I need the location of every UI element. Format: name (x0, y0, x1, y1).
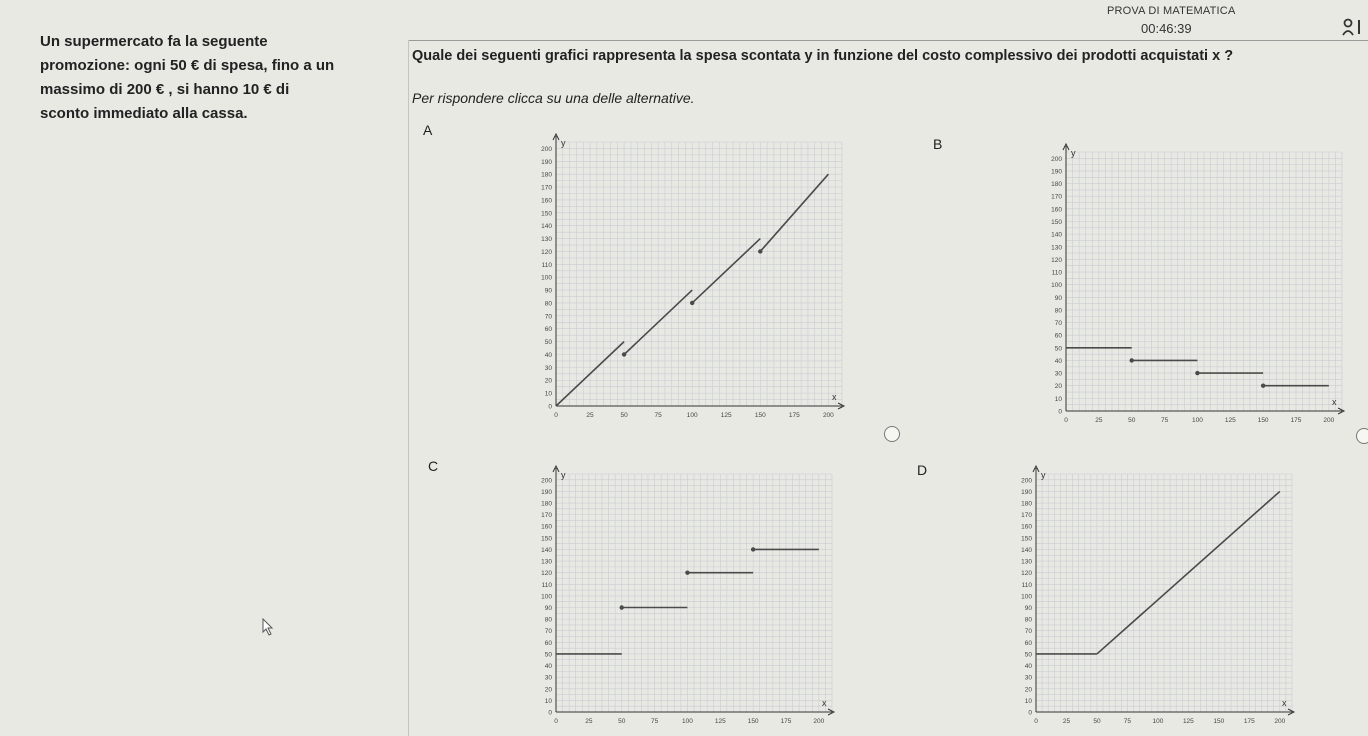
graph-point (1130, 358, 1134, 362)
y-tick-label: 40 (544, 351, 552, 359)
y-tick-label: 90 (1054, 294, 1062, 302)
x-tick-label: 50 (1128, 417, 1136, 424)
header-divider (408, 40, 1368, 41)
y-tick-label: 10 (1024, 697, 1032, 705)
x-tick-label: 150 (754, 412, 766, 419)
x-tick-label: 100 (1191, 417, 1203, 424)
y-tick-label: 70 (1024, 628, 1032, 636)
y-tick-label: 70 (1054, 320, 1062, 328)
x-tick-label: 25 (1095, 417, 1103, 424)
y-tick-label: 40 (1054, 357, 1062, 365)
y-tick-label: 160 (1021, 523, 1032, 531)
graph-point (751, 547, 755, 551)
option-b-label: B (933, 136, 943, 152)
y-tick-label: 60 (1024, 639, 1032, 647)
y-tick-label: 40 (1024, 663, 1032, 671)
y-tick-label: 180 (541, 500, 552, 508)
x-tick-label: 200 (1274, 718, 1286, 725)
option-c-label: C (428, 458, 439, 474)
y-tick-label: 120 (541, 248, 552, 256)
x-tick-label: 75 (650, 718, 659, 725)
y-tick-label: 180 (541, 171, 552, 179)
y-tick-label: 120 (1021, 570, 1032, 578)
y-tick-label: 150 (541, 535, 552, 543)
y-tick-label: 80 (544, 300, 552, 308)
y-tick-label: 170 (1051, 193, 1062, 201)
y-tick-label: 20 (544, 686, 552, 694)
problem-line: promozione: ogni 50 € di spesa, fino a un (40, 57, 335, 74)
y-tick-label: 70 (544, 628, 552, 636)
y-tick-label: 170 (541, 184, 552, 192)
x-tick-label: 175 (780, 718, 792, 725)
y-tick-label: 120 (541, 570, 552, 578)
y-tick-label: 130 (541, 558, 552, 566)
graph-option-c[interactable] (520, 462, 840, 736)
x-tick-label: 150 (1257, 417, 1269, 424)
user-icon[interactable] (1342, 18, 1362, 36)
problem-line: Un supermercato fa la seguente (40, 33, 268, 50)
y-tick-label: 130 (1021, 558, 1032, 566)
x-tick-label: 50 (620, 412, 628, 419)
x-tick-label: 150 (1213, 718, 1225, 725)
y-tick-label: 130 (541, 236, 552, 244)
x-tick-label: 100 (686, 412, 698, 419)
y-tick-label: 100 (541, 593, 552, 601)
x-tick-label: 200 (1323, 417, 1335, 424)
x-tick-label: 125 (1182, 718, 1194, 725)
option-b-radio[interactable] (1356, 428, 1368, 444)
graph-point (1261, 384, 1265, 388)
y-tick-label: 0 (1028, 709, 1032, 717)
y-tick-label: 20 (1024, 686, 1032, 694)
y-tick-label: 180 (1051, 181, 1062, 189)
x-axis-label: x (822, 698, 827, 708)
y-tick-label: 120 (1051, 256, 1062, 264)
y-tick-label: 30 (1054, 370, 1062, 378)
y-tick-label: 190 (1051, 168, 1062, 176)
x-tick-label: 100 (1152, 718, 1164, 725)
x-tick-label: 200 (813, 718, 825, 725)
x-tick-label: 25 (586, 412, 594, 419)
option-a-radio[interactable] (884, 426, 900, 442)
x-tick-label: 75 (654, 412, 662, 419)
y-tick-label: 200 (541, 145, 552, 153)
y-tick-label: 190 (1021, 488, 1032, 496)
x-tick-label: 75 (1123, 718, 1132, 725)
y-tick-label: 10 (544, 390, 552, 398)
y-tick-label: 20 (544, 377, 552, 385)
graph-option-a[interactable] (520, 130, 850, 430)
x-tick-label: 75 (1160, 417, 1169, 424)
graph-point (758, 249, 762, 253)
y-tick-label: 110 (1021, 581, 1032, 589)
y-tick-label: 10 (1054, 395, 1062, 403)
y-tick-label: 10 (544, 697, 552, 705)
y-tick-label: 190 (541, 158, 552, 166)
x-tick-label: 25 (585, 718, 593, 725)
x-tick-label: 100 (681, 718, 693, 725)
cursor-icon (262, 618, 274, 636)
y-tick-label: 170 (1021, 512, 1032, 520)
option-d-label: D (917, 462, 928, 478)
y-tick-label: 0 (1058, 408, 1062, 416)
x-tick-label: 0 (1064, 417, 1068, 424)
x-tick-label: 0 (554, 412, 558, 419)
x-tick-label: 0 (554, 718, 558, 725)
option-a-label: A (423, 122, 433, 138)
graph-option-b[interactable] (1030, 140, 1350, 435)
graph-point (622, 352, 626, 356)
y-axis-label: y (1041, 470, 1046, 480)
graph-point (685, 570, 689, 574)
timer: 00:46:39 (1141, 21, 1192, 36)
y-tick-label: 40 (544, 663, 552, 671)
graph-point (690, 301, 694, 305)
y-tick-label: 150 (1021, 535, 1032, 543)
y-tick-label: 110 (541, 581, 552, 589)
y-tick-label: 100 (1051, 282, 1062, 290)
x-tick-label: 150 (747, 718, 759, 725)
x-tick-label: 175 (788, 412, 800, 419)
y-tick-label: 130 (1051, 244, 1062, 252)
x-axis-label: x (832, 392, 837, 402)
x-tick-label: 50 (1093, 718, 1101, 725)
y-tick-label: 160 (541, 523, 552, 531)
y-axis-label: y (561, 138, 566, 148)
header-title: PROVA DI MATEMATICA (1107, 5, 1236, 17)
panel-divider (408, 40, 409, 736)
y-tick-label: 200 (1051, 155, 1062, 163)
y-tick-label: 0 (548, 403, 552, 411)
y-tick-label: 80 (1054, 307, 1062, 315)
y-tick-label: 160 (1051, 206, 1062, 214)
y-tick-label: 60 (544, 326, 552, 334)
y-axis-label: y (1071, 148, 1076, 158)
x-tick-label: 25 (1062, 718, 1071, 725)
x-axis-label: x (1282, 698, 1287, 708)
y-tick-label: 180 (1021, 500, 1032, 508)
x-tick-label: 175 (1290, 417, 1302, 424)
y-tick-label: 100 (541, 274, 552, 282)
graph-point (620, 605, 624, 609)
y-tick-label: 110 (541, 261, 552, 269)
y-tick-label: 70 (544, 313, 552, 321)
x-tick-label: 200 (822, 412, 834, 419)
y-tick-label: 200 (1021, 477, 1032, 485)
y-tick-label: 190 (541, 488, 552, 496)
x-tick-label: 125 (714, 718, 726, 725)
x-tick-label: 50 (618, 718, 626, 725)
y-tick-label: 80 (544, 616, 552, 624)
y-tick-label: 140 (541, 223, 552, 231)
y-tick-label: 60 (1054, 332, 1062, 340)
x-tick-label: 175 (1243, 718, 1255, 725)
graph-option-d[interactable] (1000, 462, 1300, 736)
y-tick-label: 90 (544, 605, 552, 613)
instruction-text: Per rispondere clicca su una delle alternative. (412, 90, 695, 106)
y-tick-label: 140 (1051, 231, 1062, 239)
y-tick-label: 50 (544, 651, 552, 659)
graph-point (1195, 371, 1199, 375)
y-tick-label: 30 (544, 674, 552, 682)
y-tick-label: 150 (541, 210, 552, 218)
x-axis-label: x (1332, 397, 1337, 407)
y-tick-label: 50 (1054, 345, 1062, 353)
question-text: Quale dei seguenti grafici rappresenta la spesa scontata y in funzione del costo complessivo dei prodotti acquistati x ? (412, 48, 1234, 64)
y-tick-label: 140 (541, 546, 552, 554)
y-tick-label: 90 (1024, 605, 1032, 613)
x-tick-label: 0 (1034, 718, 1038, 725)
y-tick-label: 20 (1054, 383, 1062, 391)
y-tick-label: 30 (544, 364, 552, 372)
y-tick-label: 90 (544, 287, 552, 295)
y-tick-label: 160 (541, 197, 552, 205)
y-tick-label: 110 (1051, 269, 1062, 277)
y-tick-label: 80 (1024, 616, 1032, 624)
problem-text (40, 30, 390, 126)
y-tick-label: 50 (1024, 651, 1032, 659)
y-tick-label: 0 (548, 709, 552, 717)
problem-line: massimo di 200 € , si hanno 10 € di (40, 81, 290, 98)
x-tick-label: 125 (720, 412, 732, 419)
y-tick-label: 50 (544, 339, 552, 347)
y-tick-label: 100 (1021, 593, 1032, 601)
problem-line: sconto immediato alla cassa. (40, 105, 248, 122)
y-tick-label: 30 (1024, 674, 1032, 682)
y-tick-label: 140 (1021, 546, 1032, 554)
y-tick-label: 150 (1051, 218, 1062, 226)
y-axis-label: y (561, 470, 566, 480)
y-tick-label: 60 (544, 639, 552, 647)
y-tick-label: 200 (541, 477, 552, 485)
y-tick-label: 170 (541, 512, 552, 520)
x-tick-label: 125 (1224, 417, 1236, 424)
